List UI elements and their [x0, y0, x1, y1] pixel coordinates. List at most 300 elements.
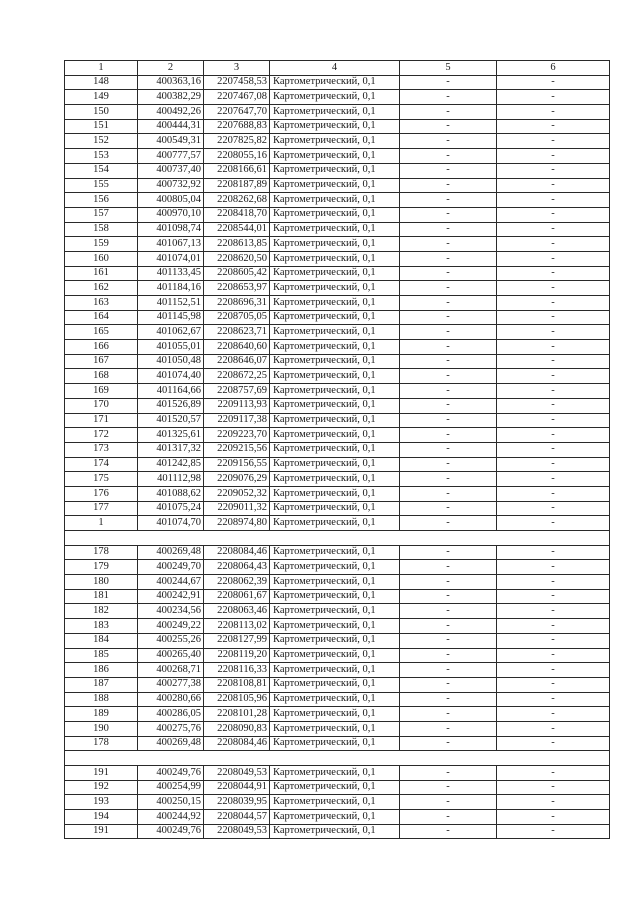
point-number-cell: 184 — [65, 633, 138, 648]
separator-cell — [204, 531, 270, 546]
method-cell: Картометрический, 0,1 — [270, 310, 400, 325]
x-coordinate-cell: 401317,32 — [138, 442, 204, 457]
separator-cell — [497, 751, 610, 766]
column-5-cell: - — [400, 75, 497, 90]
method-cell: Картометрический, 0,1 — [270, 633, 400, 648]
method-cell: Картометрический, 0,1 — [270, 119, 400, 134]
table-row — [65, 589, 610, 604]
column-5-cell: - — [400, 486, 497, 501]
x-coordinate-cell: 400269,48 — [138, 736, 204, 751]
column-5-cell: - — [400, 105, 497, 120]
method-cell: Картометрический, 0,1 — [270, 736, 400, 751]
column-5-cell: - — [400, 251, 497, 266]
method-cell: Картометрический, 0,1 — [270, 266, 400, 281]
column-6-cell: - — [497, 178, 610, 193]
column-5-cell: - — [400, 134, 497, 149]
column-6-cell: - — [497, 384, 610, 399]
x-coordinate-cell: 400234,56 — [138, 604, 204, 619]
table-row — [65, 354, 610, 369]
column-6-cell: - — [497, 119, 610, 134]
table-row — [65, 134, 610, 149]
method-cell: Картометрический, 0,1 — [270, 472, 400, 487]
table-row — [65, 648, 610, 663]
separator-cell — [65, 751, 138, 766]
point-number-cell: 168 — [65, 369, 138, 384]
method-cell: Картометрический, 0,1 — [270, 766, 400, 781]
method-cell: Картометрический, 0,1 — [270, 810, 400, 825]
separator-cell — [497, 531, 610, 546]
x-coordinate-cell: 400382,29 — [138, 90, 204, 105]
method-cell: Картометрический, 0,1 — [270, 442, 400, 457]
table-row — [65, 516, 610, 531]
section-separator-row — [65, 751, 610, 766]
point-number-cell: 191 — [65, 766, 138, 781]
point-number-cell: 181 — [65, 589, 138, 604]
table-row — [65, 442, 610, 457]
point-number-cell: 191 — [65, 824, 138, 839]
table-row — [65, 222, 610, 237]
column-6-cell: - — [497, 442, 610, 457]
method-cell: Картометрический, 0,1 — [270, 222, 400, 237]
x-coordinate-cell: 401520,57 — [138, 413, 204, 428]
column-5-cell: - — [400, 810, 497, 825]
column-5-cell: - — [400, 457, 497, 472]
point-number-cell: 186 — [65, 663, 138, 678]
method-cell: Картометрический, 0,1 — [270, 90, 400, 105]
x-coordinate-cell: 400265,40 — [138, 648, 204, 663]
column-6-cell: - — [497, 472, 610, 487]
point-number-cell: 152 — [65, 134, 138, 149]
x-coordinate-cell: 401112,98 — [138, 472, 204, 487]
table-row — [65, 369, 610, 384]
table-row — [65, 163, 610, 178]
method-cell: Картометрический, 0,1 — [270, 619, 400, 634]
column-5-cell: - — [400, 501, 497, 516]
x-coordinate-cell: 401055,01 — [138, 340, 204, 355]
method-cell: Картометрический, 0,1 — [270, 560, 400, 575]
column-6-cell: - — [497, 824, 610, 839]
y-coordinate-cell: 2208757,69 — [204, 384, 270, 399]
column-5-cell: - — [400, 780, 497, 795]
y-coordinate-cell: 2207688,83 — [204, 119, 270, 134]
y-coordinate-cell: 2208127,99 — [204, 633, 270, 648]
y-coordinate-cell: 2208049,53 — [204, 824, 270, 839]
table-row — [65, 633, 610, 648]
method-cell: Картометрический, 0,1 — [270, 648, 400, 663]
table-row — [65, 472, 610, 487]
point-number-cell: 194 — [65, 810, 138, 825]
column-header: 3 — [204, 61, 270, 76]
x-coordinate-cell: 400269,48 — [138, 545, 204, 560]
table-row — [65, 75, 610, 90]
column-5-cell: - — [400, 369, 497, 384]
separator-cell — [65, 531, 138, 546]
column-5-cell: - — [400, 296, 497, 311]
y-coordinate-cell: 2209113,93 — [204, 398, 270, 413]
y-coordinate-cell: 2208974,80 — [204, 516, 270, 531]
column-header: 5 — [400, 61, 497, 76]
point-number-cell: 157 — [65, 207, 138, 222]
x-coordinate-cell: 400255,26 — [138, 633, 204, 648]
x-coordinate-cell: 400549,31 — [138, 134, 204, 149]
column-5-cell: - — [400, 692, 497, 707]
method-cell: Картометрический, 0,1 — [270, 105, 400, 120]
point-number-cell: 167 — [65, 354, 138, 369]
table-row — [65, 810, 610, 825]
column-6-cell: - — [497, 354, 610, 369]
point-number-cell: 160 — [65, 251, 138, 266]
column-6-cell: - — [497, 75, 610, 90]
table-row — [65, 207, 610, 222]
column-6-cell: - — [497, 545, 610, 560]
y-coordinate-cell: 2208049,53 — [204, 766, 270, 781]
separator-cell — [270, 751, 400, 766]
column-5-cell: - — [400, 677, 497, 692]
column-5-cell: - — [400, 545, 497, 560]
point-number-cell: 154 — [65, 163, 138, 178]
method-cell: Картометрический, 0,1 — [270, 134, 400, 149]
table-row — [65, 604, 610, 619]
y-coordinate-cell: 2208418,70 — [204, 207, 270, 222]
x-coordinate-cell: 400244,92 — [138, 810, 204, 825]
table-row — [65, 340, 610, 355]
point-number-cell: 173 — [65, 442, 138, 457]
y-coordinate-cell: 2208187,89 — [204, 178, 270, 193]
column-6-cell: - — [497, 105, 610, 120]
column-6-cell: - — [497, 589, 610, 604]
column-6-cell: - — [497, 222, 610, 237]
x-coordinate-cell: 400805,04 — [138, 193, 204, 208]
table-row — [65, 90, 610, 105]
column-6-cell: - — [497, 310, 610, 325]
method-cell: Картометрический, 0,1 — [270, 663, 400, 678]
column-6-cell: - — [497, 736, 610, 751]
point-number-cell: 165 — [65, 325, 138, 340]
y-coordinate-cell: 2208044,57 — [204, 810, 270, 825]
point-number-cell: 162 — [65, 281, 138, 296]
coordinates-table-body — [65, 61, 610, 839]
method-cell: Картометрический, 0,1 — [270, 178, 400, 193]
column-6-cell: - — [497, 90, 610, 105]
column-5-cell: - — [400, 163, 497, 178]
x-coordinate-cell: 400249,22 — [138, 619, 204, 634]
table-row — [65, 545, 610, 560]
column-6-cell: - — [497, 398, 610, 413]
point-number-cell: 179 — [65, 560, 138, 575]
point-number-cell: 158 — [65, 222, 138, 237]
method-cell: Картометрический, 0,1 — [270, 340, 400, 355]
y-coordinate-cell: 2208064,43 — [204, 560, 270, 575]
y-coordinate-cell: 2208653,97 — [204, 281, 270, 296]
column-6-cell: - — [497, 648, 610, 663]
y-coordinate-cell: 2208061,67 — [204, 589, 270, 604]
y-coordinate-cell: 2209156,55 — [204, 457, 270, 472]
method-cell: Картометрический, 0,1 — [270, 589, 400, 604]
column-5-cell: - — [400, 398, 497, 413]
point-number-cell: 188 — [65, 692, 138, 707]
table-row — [65, 457, 610, 472]
point-number-cell: 151 — [65, 119, 138, 134]
table-row — [65, 428, 610, 443]
x-coordinate-cell: 401098,74 — [138, 222, 204, 237]
y-coordinate-cell: 2208113,02 — [204, 619, 270, 634]
column-5-cell: - — [400, 428, 497, 443]
column-6-cell: - — [497, 780, 610, 795]
table-row — [65, 560, 610, 575]
point-number-cell: 1 — [65, 516, 138, 531]
table-row — [65, 251, 610, 266]
y-coordinate-cell: 2208062,39 — [204, 575, 270, 590]
column-6-cell: - — [497, 501, 610, 516]
table-row — [65, 795, 610, 810]
method-cell: Картометрический, 0,1 — [270, 251, 400, 266]
method-cell: Картометрический, 0,1 — [270, 575, 400, 590]
method-cell: Картометрический, 0,1 — [270, 413, 400, 428]
column-6-cell: - — [497, 237, 610, 252]
method-cell: Картометрический, 0,1 — [270, 207, 400, 222]
table-row — [65, 281, 610, 296]
separator-cell — [400, 531, 497, 546]
table-row — [65, 193, 610, 208]
column-5-cell: - — [400, 589, 497, 604]
method-cell: Картометрический, 0,1 — [270, 428, 400, 443]
coordinates-table — [64, 60, 610, 839]
point-number-cell: 161 — [65, 266, 138, 281]
column-6-cell: - — [497, 677, 610, 692]
column-6-cell: - — [497, 251, 610, 266]
x-coordinate-cell: 401184,16 — [138, 281, 204, 296]
method-cell: Картометрический, 0,1 — [270, 677, 400, 692]
method-cell: Картометрический, 0,1 — [270, 325, 400, 340]
x-coordinate-cell: 400244,67 — [138, 575, 204, 590]
y-coordinate-cell: 2208620,50 — [204, 251, 270, 266]
table-row — [65, 721, 610, 736]
method-cell: Картометрический, 0,1 — [270, 384, 400, 399]
column-6-cell: - — [497, 428, 610, 443]
point-number-cell: 153 — [65, 149, 138, 164]
y-coordinate-cell: 2208119,20 — [204, 648, 270, 663]
point-number-cell: 163 — [65, 296, 138, 311]
point-number-cell: 170 — [65, 398, 138, 413]
y-coordinate-cell: 2209215,56 — [204, 442, 270, 457]
column-5-cell: - — [400, 413, 497, 428]
column-5-cell: - — [400, 721, 497, 736]
x-coordinate-cell: 400242,91 — [138, 589, 204, 604]
point-number-cell: 189 — [65, 707, 138, 722]
point-number-cell: 178 — [65, 545, 138, 560]
column-6-cell: - — [497, 707, 610, 722]
y-coordinate-cell: 2208623,71 — [204, 325, 270, 340]
table-row — [65, 149, 610, 164]
column-6-cell: - — [497, 134, 610, 149]
x-coordinate-cell: 401152,51 — [138, 296, 204, 311]
column-6-cell: - — [497, 149, 610, 164]
point-number-cell: 156 — [65, 193, 138, 208]
point-number-cell: 159 — [65, 237, 138, 252]
table-row — [65, 398, 610, 413]
y-coordinate-cell: 2208108,81 — [204, 677, 270, 692]
column-5-cell: - — [400, 237, 497, 252]
separator-cell — [400, 751, 497, 766]
separator-cell — [270, 531, 400, 546]
point-number-cell: 150 — [65, 105, 138, 120]
x-coordinate-cell: 401074,40 — [138, 369, 204, 384]
column-6-cell: - — [497, 766, 610, 781]
x-coordinate-cell: 400249,70 — [138, 560, 204, 575]
y-coordinate-cell: 2209011,32 — [204, 501, 270, 516]
point-number-cell: 171 — [65, 413, 138, 428]
point-number-cell: 183 — [65, 619, 138, 634]
table-row — [65, 766, 610, 781]
y-coordinate-cell: 2208605,42 — [204, 266, 270, 281]
column-5-cell: - — [400, 340, 497, 355]
x-coordinate-cell: 401074,01 — [138, 251, 204, 266]
x-coordinate-cell: 401325,61 — [138, 428, 204, 443]
column-5-cell: - — [400, 384, 497, 399]
y-coordinate-cell: 2208166,61 — [204, 163, 270, 178]
method-cell: Картометрический, 0,1 — [270, 486, 400, 501]
column-5-cell: - — [400, 516, 497, 531]
section-separator-row — [65, 531, 610, 546]
column-6-cell: - — [497, 619, 610, 634]
table-row — [65, 736, 610, 751]
column-6-cell: - — [497, 810, 610, 825]
x-coordinate-cell: 401145,98 — [138, 310, 204, 325]
column-5-cell: - — [400, 149, 497, 164]
column-header: 1 — [65, 61, 138, 76]
table-row — [65, 501, 610, 516]
table-row — [65, 575, 610, 590]
table-row — [65, 266, 610, 281]
column-6-cell: - — [497, 721, 610, 736]
point-number-cell: 166 — [65, 340, 138, 355]
point-number-cell: 175 — [65, 472, 138, 487]
point-number-cell: 190 — [65, 721, 138, 736]
column-5-cell: - — [400, 604, 497, 619]
header-row — [65, 61, 610, 76]
table-row — [65, 780, 610, 795]
column-6-cell: - — [497, 486, 610, 501]
table-row — [65, 325, 610, 340]
y-coordinate-cell: 2207825,82 — [204, 134, 270, 149]
y-coordinate-cell: 2208055,16 — [204, 149, 270, 164]
method-cell: Картометрический, 0,1 — [270, 457, 400, 472]
x-coordinate-cell: 401164,66 — [138, 384, 204, 399]
point-number-cell: 182 — [65, 604, 138, 619]
table-row — [65, 310, 610, 325]
y-coordinate-cell: 2208544,01 — [204, 222, 270, 237]
table-row — [65, 119, 610, 134]
y-coordinate-cell: 2208090,83 — [204, 721, 270, 736]
table-row — [65, 178, 610, 193]
table-row — [65, 707, 610, 722]
method-cell: Картометрический, 0,1 — [270, 780, 400, 795]
point-number-cell: 177 — [65, 501, 138, 516]
point-number-cell: 164 — [65, 310, 138, 325]
y-coordinate-cell: 2208262,68 — [204, 193, 270, 208]
table-row — [65, 824, 610, 839]
column-6-cell: - — [497, 325, 610, 340]
point-number-cell: 148 — [65, 75, 138, 90]
column-6-cell: - — [497, 340, 610, 355]
y-coordinate-cell: 2208105,96 — [204, 692, 270, 707]
y-coordinate-cell: 2208101,28 — [204, 707, 270, 722]
x-coordinate-cell: 401088,62 — [138, 486, 204, 501]
y-coordinate-cell: 2208672,25 — [204, 369, 270, 384]
column-5-cell: - — [400, 193, 497, 208]
method-cell: Картометрический, 0,1 — [270, 149, 400, 164]
column-6-cell: - — [497, 457, 610, 472]
column-6-cell: - — [497, 296, 610, 311]
x-coordinate-cell: 401526,89 — [138, 398, 204, 413]
x-coordinate-cell: 400280,66 — [138, 692, 204, 707]
separator-cell — [138, 751, 204, 766]
table-row — [65, 619, 610, 634]
x-coordinate-cell: 400249,76 — [138, 824, 204, 839]
method-cell: Картометрический, 0,1 — [270, 193, 400, 208]
y-coordinate-cell: 2208696,31 — [204, 296, 270, 311]
column-6-cell: - — [497, 413, 610, 428]
table-row — [65, 105, 610, 120]
table-row — [65, 486, 610, 501]
method-cell: Картометрический, 0,1 — [270, 237, 400, 252]
column-5-cell: - — [400, 442, 497, 457]
column-6-cell: - — [497, 369, 610, 384]
column-6-cell: - — [497, 193, 610, 208]
x-coordinate-cell: 400444,31 — [138, 119, 204, 134]
point-number-cell: 192 — [65, 780, 138, 795]
column-5-cell: - — [400, 795, 497, 810]
point-number-cell: 155 — [65, 178, 138, 193]
column-6-cell: - — [497, 516, 610, 531]
y-coordinate-cell: 2207458,53 — [204, 75, 270, 90]
x-coordinate-cell: 400286,05 — [138, 707, 204, 722]
y-coordinate-cell: 2209117,38 — [204, 413, 270, 428]
method-cell: Картометрический, 0,1 — [270, 354, 400, 369]
table-row — [65, 413, 610, 428]
column-5-cell: - — [400, 575, 497, 590]
column-5-cell: - — [400, 824, 497, 839]
column-5-cell: - — [400, 619, 497, 634]
column-5-cell: - — [400, 222, 497, 237]
column-6-cell: - — [497, 663, 610, 678]
y-coordinate-cell: 2207467,08 — [204, 90, 270, 105]
method-cell: Картометрический, 0,1 — [270, 795, 400, 810]
column-5-cell: - — [400, 281, 497, 296]
column-5-cell: - — [400, 207, 497, 222]
y-coordinate-cell: 2208640,60 — [204, 340, 270, 355]
column-5-cell: - — [400, 633, 497, 648]
method-cell: Картометрический, 0,1 — [270, 545, 400, 560]
table-row — [65, 296, 610, 311]
column-5-cell: - — [400, 354, 497, 369]
separator-cell — [204, 751, 270, 766]
column-5-cell: - — [400, 472, 497, 487]
column-5-cell: - — [400, 560, 497, 575]
column-6-cell: - — [497, 207, 610, 222]
method-cell: Картометрический, 0,1 — [270, 692, 400, 707]
x-coordinate-cell: 401062,67 — [138, 325, 204, 340]
column-5-cell: - — [400, 707, 497, 722]
column-5-cell: - — [400, 310, 497, 325]
y-coordinate-cell: 2208039,95 — [204, 795, 270, 810]
point-number-cell: 193 — [65, 795, 138, 810]
point-number-cell: 174 — [65, 457, 138, 472]
column-header: 6 — [497, 61, 610, 76]
y-coordinate-cell: 2209223,70 — [204, 428, 270, 443]
y-coordinate-cell: 2208646,07 — [204, 354, 270, 369]
x-coordinate-cell: 400492,26 — [138, 105, 204, 120]
